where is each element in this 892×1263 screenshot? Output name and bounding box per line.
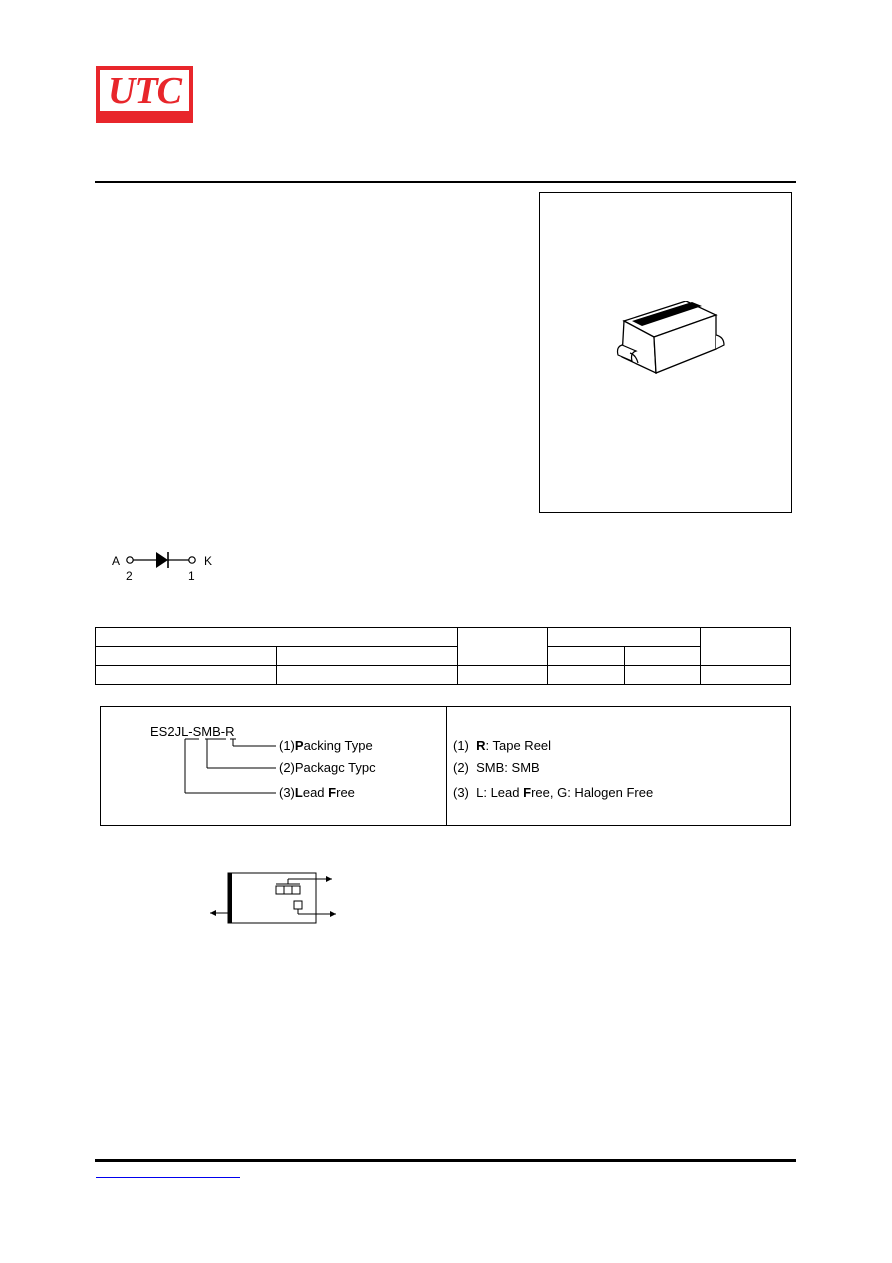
part-code-leader-lines (150, 737, 280, 797)
item-bold: P (294, 738, 304, 753)
table-header-packing (701, 628, 791, 666)
table-header-halogen-free (277, 647, 458, 666)
left-item-3 (279, 786, 355, 800)
item-bold: F (328, 785, 337, 800)
logo-text: UTC (108, 69, 181, 112)
item-bold: L (294, 785, 303, 800)
item-number: (3) (453, 785, 469, 800)
item-text: SMB: SMB (476, 760, 540, 775)
table-cell (458, 666, 548, 685)
item-bold: R (476, 738, 486, 753)
table-cell (701, 666, 791, 685)
right-item-3 (453, 786, 653, 800)
item-number: (2) (453, 760, 469, 775)
smb-package-icon (608, 301, 728, 381)
right-item-1 (453, 739, 551, 753)
table-header-ordering-number (96, 628, 458, 647)
ordering-table (95, 627, 791, 685)
cathode-label: K (204, 554, 213, 568)
item-text: ead (302, 785, 329, 800)
item-number: (1) (453, 738, 469, 753)
item-bold: F (523, 785, 532, 800)
part-number: ES2JL-SMB-R (150, 724, 235, 739)
table-header-pin-assignment (548, 628, 701, 647)
table-cell (96, 666, 277, 685)
anode-pin: 2 (126, 569, 133, 583)
marking-diagram (208, 868, 340, 928)
cathode-pin: 1 (188, 569, 195, 583)
footer-rule (95, 1159, 796, 1162)
table-row (96, 666, 791, 685)
item-number: (1) (279, 738, 295, 753)
table-cell (277, 666, 458, 685)
item-text: ree, G: Halogen Free (531, 785, 654, 800)
header-rule (95, 181, 796, 183)
logo-inner (100, 70, 189, 111)
table-cell (548, 666, 625, 685)
diode-symbol-icon (124, 550, 198, 570)
item-number: (3) (279, 785, 295, 800)
table-cell (625, 666, 701, 685)
part-code-divider (446, 706, 447, 826)
item-text: Packagc Typc (294, 760, 376, 775)
left-item-1 (279, 739, 373, 753)
package-image-box (539, 192, 792, 513)
table-header-pin-2 (625, 647, 701, 666)
anode-label: A (112, 554, 121, 568)
table-header-package (458, 628, 548, 666)
item-text: ree (336, 785, 355, 800)
left-item-2 (279, 761, 376, 775)
item-number: (2) (279, 760, 295, 775)
table-header-lead-free (96, 647, 277, 666)
item-text: : Tape Reel (485, 738, 552, 753)
footer-link-underline[interactable] (96, 1177, 240, 1178)
item-text: acking Type (303, 738, 373, 753)
table-header-pin-1 (548, 647, 625, 666)
logo-stripe (96, 112, 193, 123)
right-item-2 (453, 761, 540, 775)
item-text: L: Lead (476, 785, 524, 800)
